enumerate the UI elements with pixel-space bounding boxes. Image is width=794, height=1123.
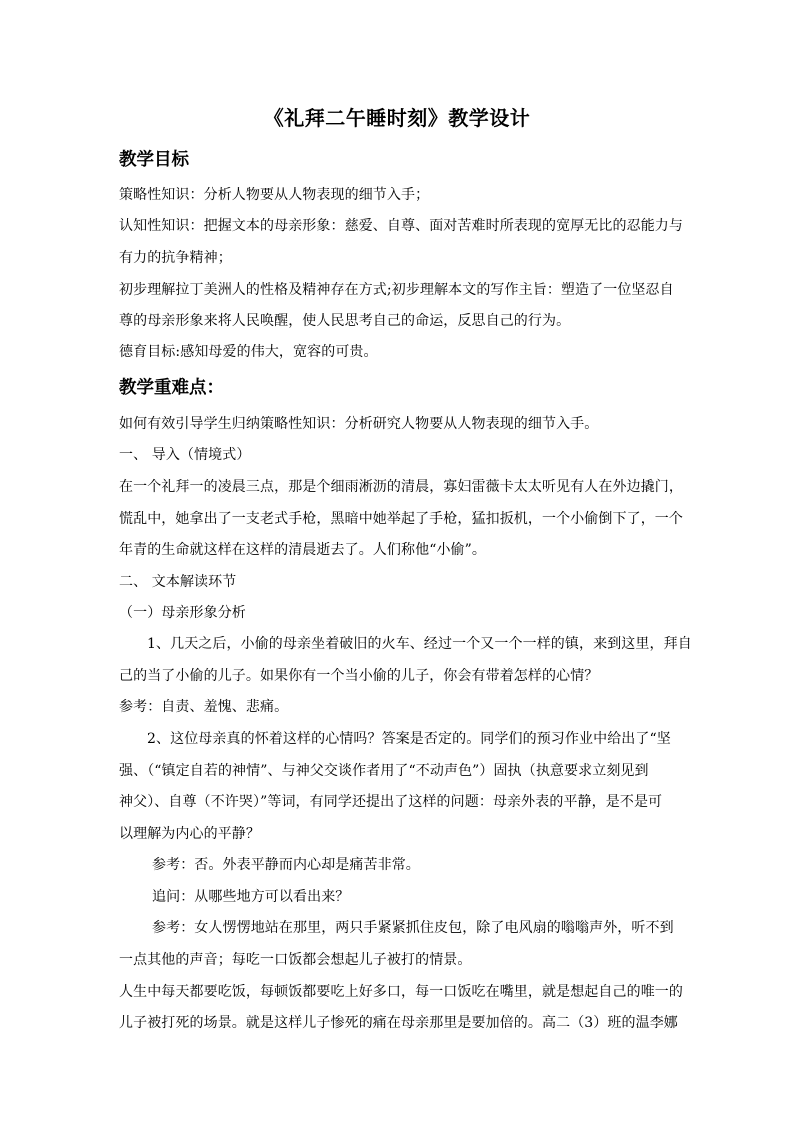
body-line: 己的当了小偷的儿子。如果你有一个当小偷的儿子，你会有带着怎样的心情？ bbox=[119, 668, 599, 684]
section-heading: 一、 导入（情境式） bbox=[119, 447, 251, 463]
body-line: 参考：自责、羞愧、悲痛。 bbox=[119, 699, 289, 715]
goal-line: 德育目标:感知母爱的伟大，宽容的可贵。 bbox=[119, 344, 378, 360]
heading-key-difficulties: 教学重难点： bbox=[119, 378, 224, 398]
heading-teaching-goals: 教学目标 bbox=[119, 150, 189, 170]
body-line: 神父）、自尊（不许哭）”等词，有同学还提出了这样的问题：母亲外表的平静，是不是可 bbox=[119, 794, 663, 810]
body-line: 人生中每天都要吃饭，每顿饭都要吃上好多口，每一口饭吃在嘴里，就是想起自己的唯一的 bbox=[119, 984, 683, 1000]
goal-line: 有力的抗争精神； bbox=[119, 250, 232, 266]
body-line: 1、几天之后，小偷的母亲坐着破旧的火车、经过一个又一个一样的镇，来到这里，拜自 bbox=[147, 636, 692, 652]
body-line: 参考：女人愣愣地站在那里，两只手紧紧抓住皮包，除了电风扇的嗡嗡声外，听不到 bbox=[152, 920, 674, 936]
body-line: 一点其他的声音；每吃一口饭都会想起儿子被打的情景。 bbox=[119, 952, 472, 968]
body-line: 慌乱中，她拿出了一支老式手枪，黑暗中她举起了手枪，猛扣扳机，一个小偷倒下了，一个 bbox=[119, 511, 683, 527]
section-heading: 二、 文本解读环节 bbox=[119, 574, 237, 590]
body-line: 年青的生命就这样在这样的清晨逝去了。人们称他“小偷”。 bbox=[119, 542, 487, 558]
document-title: 《礼拜二午睡时刻》教学设计 bbox=[263, 106, 531, 130]
goal-line: 认知性知识：把握文本的母亲形象：慈爱、自尊、面对苦难时所表现的宽厚无比的忍能力与 bbox=[119, 218, 683, 234]
subsection-heading: （一）母亲形象分析 bbox=[119, 605, 246, 621]
goal-line: 策略性知识：分析人物要从人物表现的细节入手； bbox=[119, 187, 430, 203]
body-line: 如何有效引导学生归纳策略性知识：分析研究人物要从人物表现的细节入手。 bbox=[119, 416, 599, 432]
body-line: 强、（“镇定自若的神情”、与神父交谈作者用了“不动声色”）固执（执意要求立刻见到 bbox=[119, 763, 649, 779]
body-line: 追问：从哪些地方可以看出来？ bbox=[152, 889, 350, 905]
body-line: 儿子被打死的场景。就是这样儿子惨死的痛在母亲那里是要加倍的。高二（3）班的温李娜 bbox=[119, 1015, 678, 1031]
goal-line: 初步理解拉丁美洲人的性格及精神存在方式;初步理解本文的写作主旨：塑造了一位坚忍自 bbox=[119, 282, 674, 298]
body-line: 在一个礼拜一的凌晨三点，那是个细雨淅沥的清晨，寡妇雷薇卡太太听见有人在外边撬门， bbox=[119, 479, 683, 495]
body-line: 参考：否。外表平静而内心却是痛苦非常。 bbox=[152, 857, 420, 873]
goal-line: 尊的母亲形象来将人民唤醒，使人民思考自己的命运，反思自己的行为。 bbox=[119, 313, 571, 329]
body-line: 以理解为内心的平静？ bbox=[119, 826, 260, 842]
body-line: 2、这位母亲真的怀着这样的心情吗？答案是否定的。同学们的预习作业中给出了“坚 bbox=[147, 731, 671, 747]
